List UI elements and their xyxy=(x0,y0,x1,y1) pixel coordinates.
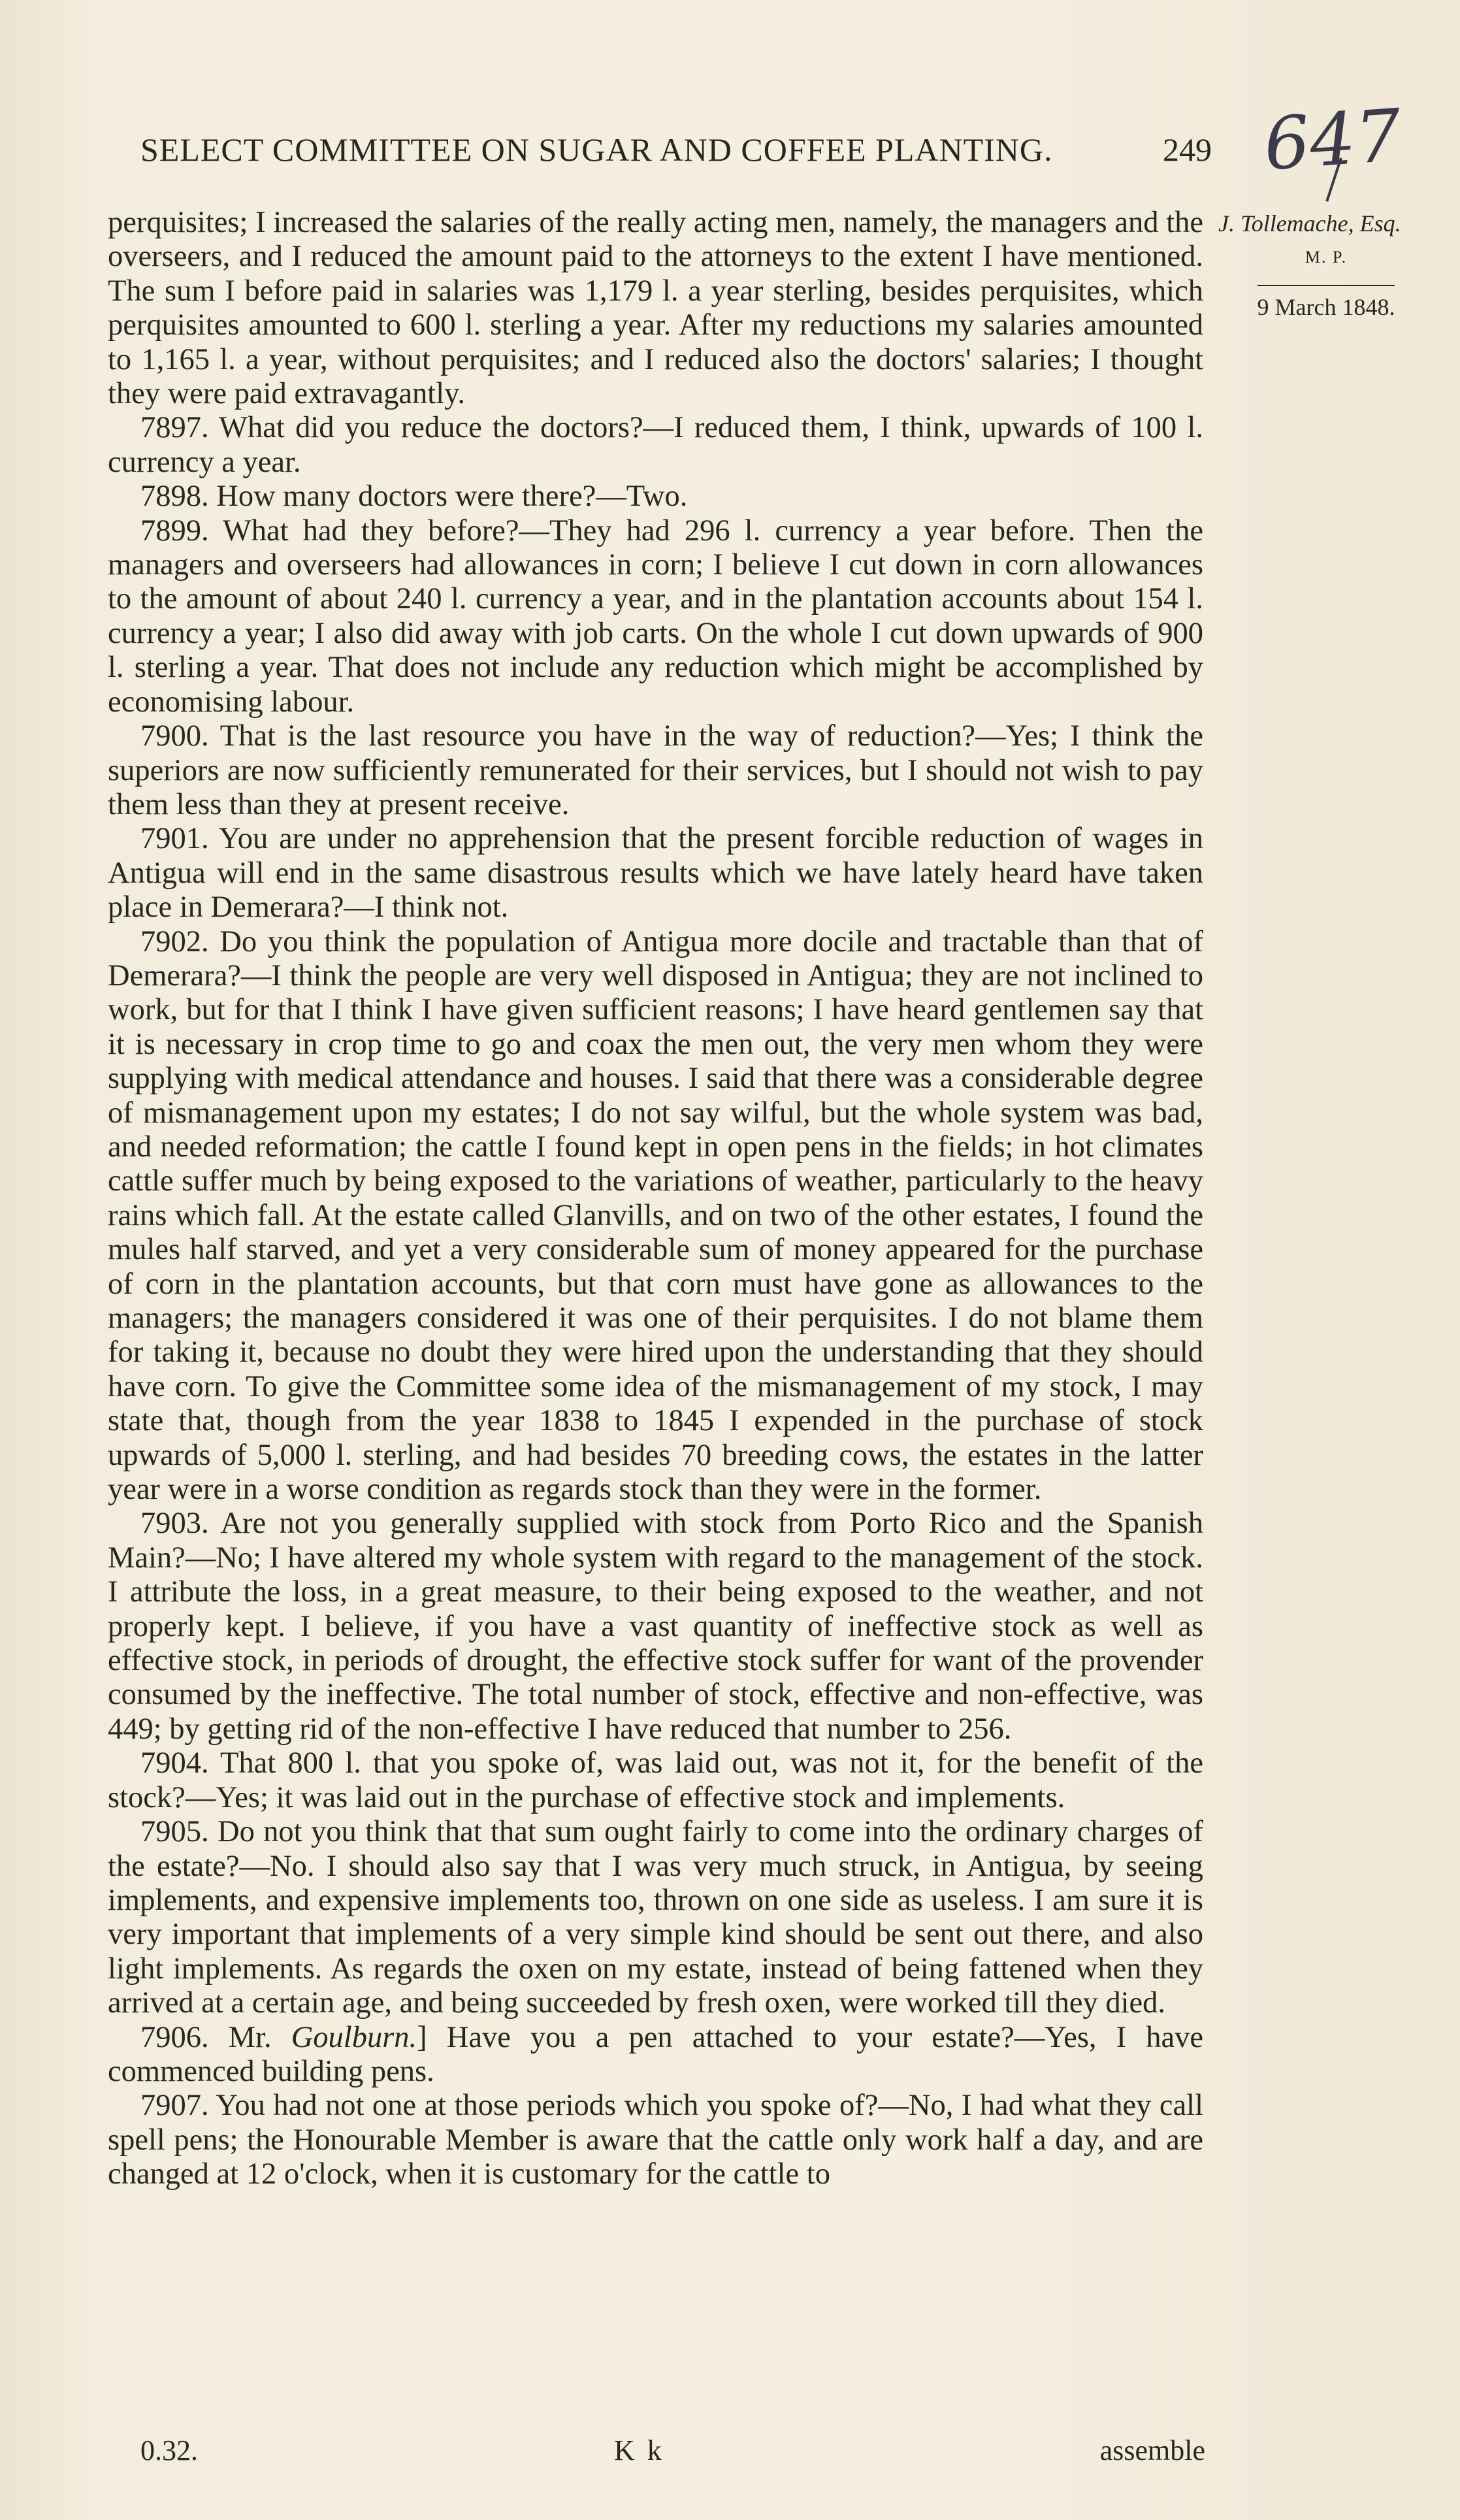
running-header xyxy=(140,131,1212,176)
paragraph-continuation: perquisites; I increased the salaries of the really acting men, namely, the managers and the overseers, and I reduced the amount paid to the attorneys to the extent I have mentioned. The sum I before paid in salaries was 1,179 l. a year sterling, besides perquisites, which perquisites amounted to 600 l. sterling a year. After my reductions my salaries amounted to 1,165 l. a year, without perquisites; and I reduced also the doctors' salaries; I thought they were paid extravagantly. xyxy=(108,206,1203,411)
question-7905: 7905. Do not you think that that sum ought fairly to come into the ordinary charges of the estate?—No. I should also say that I was very much struck, in Antigua, by seeing implements, and expensive implements too, thrown on one side as useless. I am sure it is very important that implements of a very simple kind should be sent out there, and also light implements. As regards the oxen on my estate, instead of being fattened when they arrived at a certain age, and being succeeded by fresh oxen, were worked till they died. xyxy=(108,1815,1203,2020)
question-7904: 7904. That 800 l. that you spoke of, was laid out, was not it, for the benefit of the stock?—Yes; it was laid out in the purchase of effective stock and implements. xyxy=(108,1746,1203,1814)
question-7899: 7899. What had they before?—They had 296 l. currency a year before. Then the managers and overseers had allowances in corn; I believe I cut down in corn allowances to the amount of about 240 l. currency a year, and in the plantation accounts about 154 l. currency a year; I also did away with job carts. On the whole I cut down upwards of 900 l. sterling a year. That does not include any reduction which might be accomplished by economising labour. xyxy=(108,514,1203,719)
witness-name: J. Tollemache, Esq. xyxy=(1218,210,1401,237)
sheet-mark: K k xyxy=(614,2434,664,2466)
page-number: 249 xyxy=(1163,131,1212,168)
question-7898: 7898. How many doctors were there?—Two. xyxy=(140,480,688,514)
testimony-body xyxy=(108,206,1203,2192)
margin-note xyxy=(1218,209,1434,321)
witness-title: M. P. xyxy=(1305,248,1348,267)
question-7901: 7901. You are under no apprehension that the present forcible reduction of wages in Antigua will end in the same disastrous results which we have lately heard have taken place in Demerara?—I think not. xyxy=(108,822,1203,925)
page-footer xyxy=(140,2434,1205,2473)
question-7900: 7900. That is the last resource you have in the way of reduction?—Yes; I think the superiors are now sufficiently remunerated for their services, but I should not wish to pay them less than they at present receive. xyxy=(108,719,1203,821)
question-7906 xyxy=(108,2021,1203,2089)
margin-divider xyxy=(1257,285,1395,286)
running-head-title: SELECT COMMITTEE ON SUGAR AND COFFEE PLANTING. xyxy=(140,131,1053,168)
signature-mark: 0.32. xyxy=(140,2434,198,2466)
question-7897: 7897. What did you reduce the doctors?—I reduced them, I think, upwards of 100 l. currency a year. xyxy=(108,411,1203,479)
testimony-date: 9 March 1848. xyxy=(1257,294,1395,320)
question-7903: 7903. Are not you generally supplied with stock from Porto Rico and the Spanish Main?—No; I have altered my whole system with regard to the management of the stock. I attribute the loss, in a great measure, to their being exposed to the weather, and not properly kept. I believe, if you have a vast quantity of ineffective stock as well as effective stock, in periods of drought, the effective stock suffer for want of the provender consumed by the ineffective. The total number of stock, effective and non-effective, was 449; by getting rid of the non-effective I have reduced that number to 256. xyxy=(108,1507,1203,1746)
handwritten-folio-number: 647 xyxy=(1261,93,1404,187)
catchword: assemble xyxy=(1099,2434,1205,2466)
question-7906-lead: 7906. Mr. xyxy=(140,2020,291,2054)
question-7906-text: ] Have you a pen attached to your estate?—Yes, I have commenced building pens. xyxy=(108,2020,1203,2088)
question-7902: 7902. Do you think the population of Antigua more docile and tractable than that of Demerara?—I think the people are very well disposed in Antigua; they are not inclined to work, but for that I think I have given sufficient reasons; I have heard gentlemen say that it is necessary in crop time to go and coax the men out, the very men whom they were supplying with medical attendance and houses. I said that there was a considerable degree of mismanagement upon my estates; I do not say wilful, but the whole system was bad, and needed reformation; the cattle I found kept in open pens in the fields; in hot climates cattle suffer much by being exposed to the variations of weather, particularly to the heavy rains which fall. At the estate called Glanvills, and on two of the other estates, I found the mules half starved, and yet a very considerable sum of money appeared for the purchase of corn in the plantation accounts, but that corn must have gone as allowances to the managers; the managers considered it was one of their perquisites. I do not blame them for taking it, because no doubt they were hired upon the understanding that they should have corn. To give the Committee some idea of the mismanagement of my stock, I may state that, though from the year 1838 to 1845 I expended in the purchase of stock upwards of 5,000 l. sterling, and had besides 70 breeding cows, the estates in the latter year were in a worse condition as regards stock than they were in the former. xyxy=(108,925,1203,1507)
questioner-name: Goulburn. xyxy=(291,2020,417,2054)
question-7907: 7907. You had not one at those periods which you spoke of?—No, I had what they call spell pens; the Honourable Member is aware that the cattle only work half a day, and are changed at 12 o'clock, when it is customary for the cattle to xyxy=(108,2089,1203,2191)
